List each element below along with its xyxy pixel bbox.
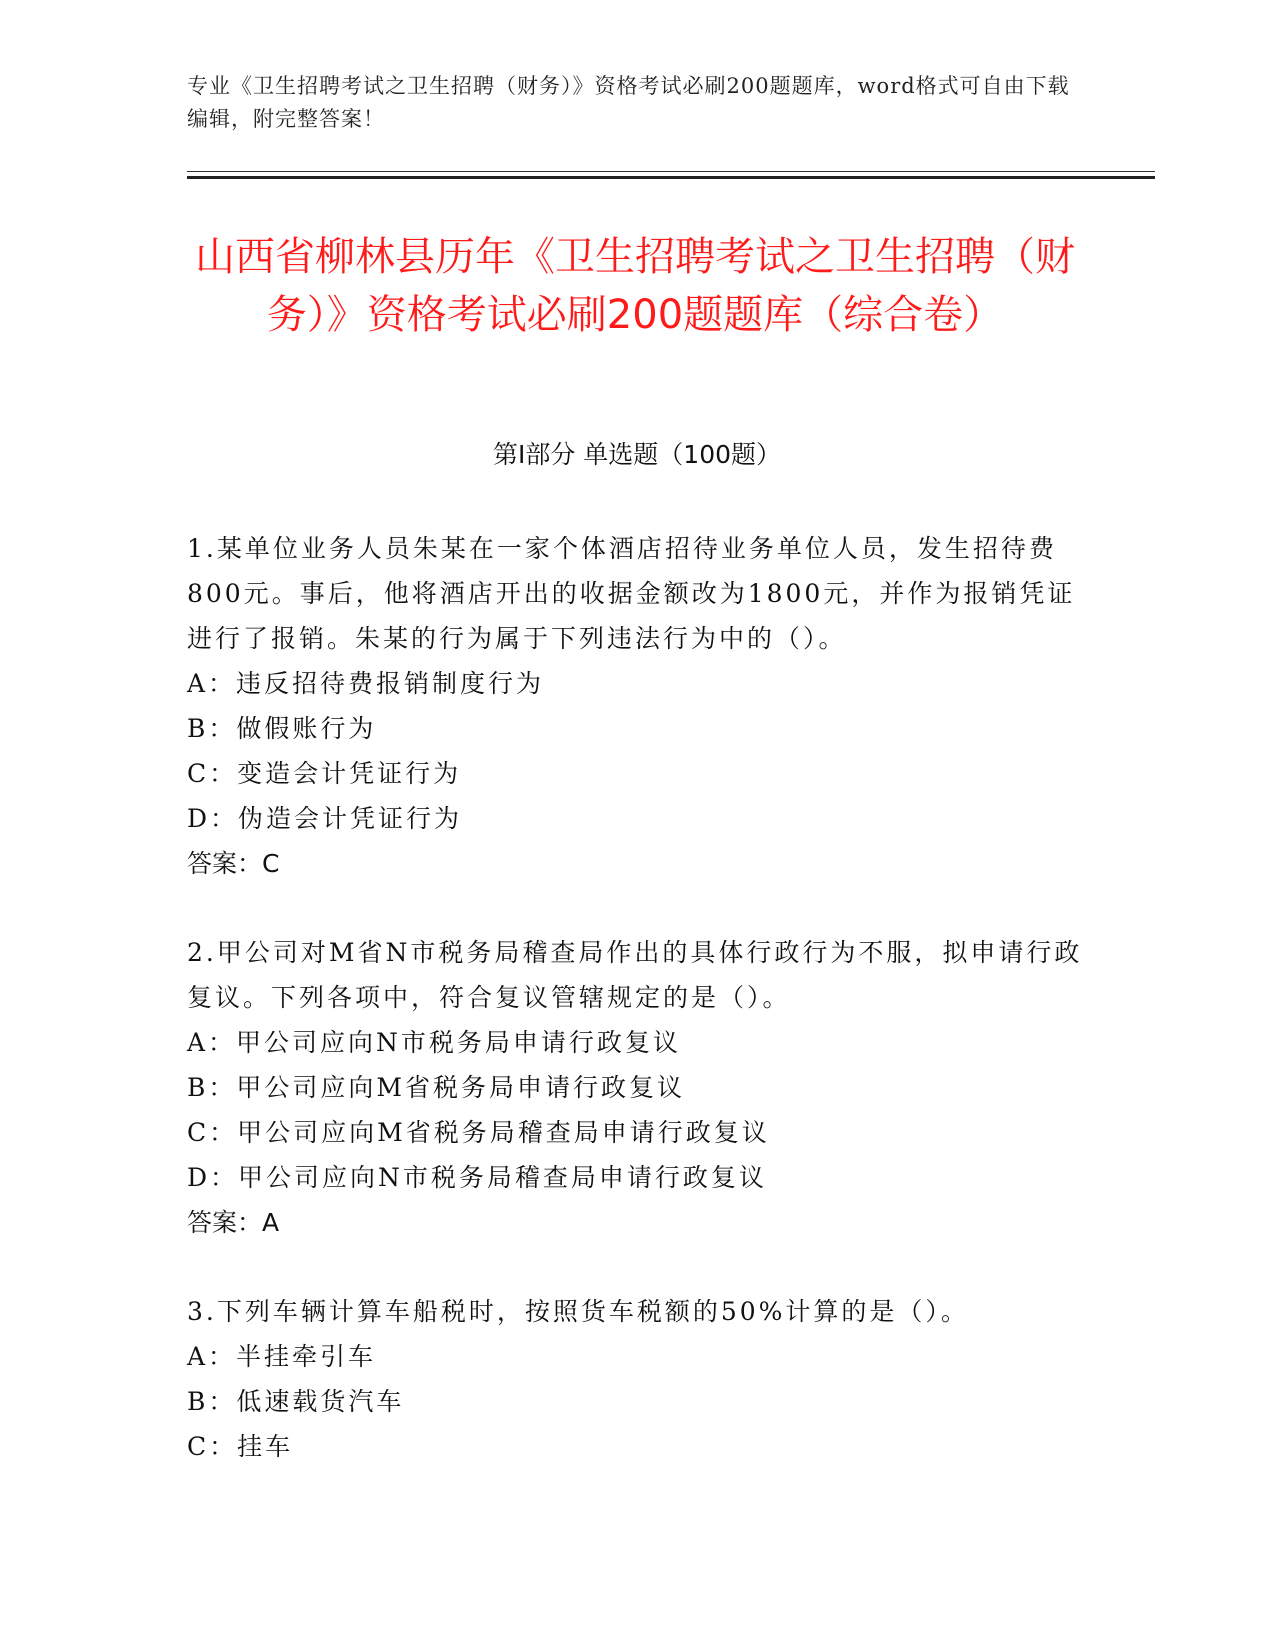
- option-c: C：变造会计凭证行为: [187, 759, 462, 788]
- option-b: B：甲公司应向M省税务局申请行政复议: [187, 1073, 685, 1102]
- option-d: D：甲公司应向N市税务局稽查局申请行政复议: [187, 1163, 767, 1192]
- option-c: C：挂车: [187, 1432, 294, 1461]
- question-list: [187, 526, 1087, 1513]
- answer: 答案：A: [187, 1208, 280, 1237]
- option-a: A：甲公司应向N市税务局申请行政复议: [187, 1028, 681, 1057]
- question-2: [187, 930, 1087, 1245]
- question-1: [187, 526, 1087, 886]
- option-a: A：违反招待费报销制度行为: [187, 669, 545, 698]
- question-text: 2.甲公司对M省N市税务局稽查局作出的具体行政行为不服，拟申请行政复议。下列各项中，符合复议管辖规定的是（）。: [187, 938, 1083, 1012]
- question-text: 3.下列车辆计算车船税时，按照货车税额的50%计算的是（）。: [187, 1297, 969, 1326]
- header-note: 专业《卫生招聘考试之卫生招聘（财务）》资格考试必刷200题题库，word格式可自由下载编辑，附完整答案！: [187, 74, 1070, 131]
- section-title: 第Ⅰ部分 单选题（100题）: [492, 440, 782, 469]
- option-c: C：甲公司应向M省税务局稽查局申请行政复议: [187, 1118, 770, 1147]
- header-rule-thick: [187, 176, 1155, 179]
- document-title: 山西省柳林县历年《卫生招聘考试之卫生招聘（财务）》资格考试必刷200题题库（综合卷）: [195, 234, 1075, 338]
- option-b: B：做假账行为: [187, 714, 377, 743]
- question-text: 1.某单位业务人员朱某在一家个体酒店招待业务单位人员，发生招待费800元。事后，他将酒店开出的收据金额改为1800元，并作为报销凭证进行了报销。朱某的行为属于下列违法行为中的（）。: [187, 534, 1076, 653]
- question-3: [187, 1289, 1087, 1469]
- answer: 答案：C: [187, 849, 280, 878]
- option-d: D：伪造会计凭证行为: [187, 804, 463, 833]
- option-a: A：半挂牵引车: [187, 1342, 377, 1371]
- header-rule-thin: [187, 171, 1155, 172]
- option-b: B：低速载货汽车: [187, 1387, 405, 1416]
